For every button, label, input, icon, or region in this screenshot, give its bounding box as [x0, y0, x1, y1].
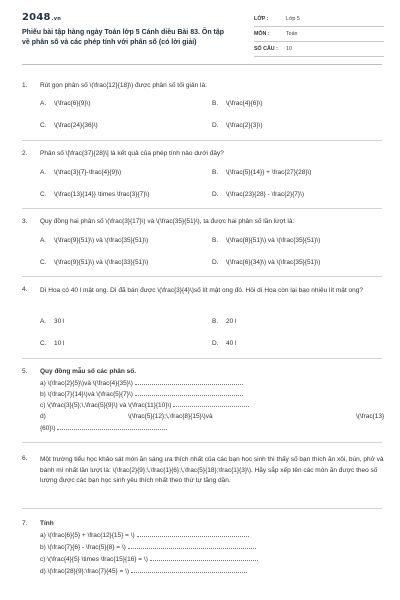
option-c[interactable]: C. \(\frac{9}{51}\) và \(\frac{33}{51}\) [40, 259, 149, 266]
sub-item-d-text: \(\frac{5}{12};\,\frac{8}{15}\)và [128, 413, 213, 420]
answer-blank[interactable] [173, 402, 249, 407]
question-number: 3. [22, 218, 28, 225]
option-b[interactable]: B. 20 l [212, 318, 237, 325]
meta-row-lop [254, 12, 384, 27]
sub-item-a: a) \(\frac{2}{5}\)và \(\frac{4}{35}\) [40, 380, 243, 387]
socau-value: 10 [286, 46, 292, 52]
answer-blank[interactable] [57, 425, 167, 430]
sub-item-c: c) \(\frac{3}{5};\,\frac{5}{9}\) và \(\frac{11}{10}\) [40, 402, 249, 409]
option-d[interactable]: D. \(\frac{23}{28} - \frac{2}{7}\) [212, 191, 305, 198]
mon-label: MÔN : [254, 31, 270, 37]
question-number: 2. [22, 150, 28, 157]
question-number: 7. [22, 520, 28, 527]
logo-suffix: .vn [51, 16, 61, 22]
option-a[interactable]: A. 30 l [40, 318, 65, 325]
question-divider [22, 442, 382, 443]
socau-label: SỐ CÂU : [254, 46, 278, 52]
question-1 [22, 82, 382, 129]
answer-blank[interactable] [137, 532, 249, 537]
sub-item-d-label: d) [40, 413, 46, 420]
question-number: 6. [22, 455, 28, 462]
question-text: Quy đồng mẫu số các phân số. [40, 368, 137, 375]
option-c[interactable]: C. \(\frac{24}{36}\) [40, 122, 98, 129]
question-4 [22, 286, 382, 347]
header-divider [22, 64, 382, 65]
question-text: Rút gọn phân số \(\frac{12}{18}\) được phân số tối giản là: [40, 82, 207, 89]
question-divider [22, 358, 382, 359]
answer-blank[interactable] [131, 568, 247, 573]
question-3 [22, 218, 382, 266]
question-7 [22, 520, 382, 530]
meta-row-socau [254, 42, 384, 57]
worksheet-title: Phiếu bài tập hàng ngày Toán lớp 5 Cánh diều Bài 83. Ôn tập về phân số và các phép tính với phân số (có lời giải) [22, 29, 225, 46]
sub-item-b: b) \(\frac{7}{6} - \frac{5}{8} = \) [40, 544, 256, 551]
option-b[interactable]: B. \(\frac{4}{6}\) [212, 100, 263, 107]
lop-value: Lớp 5 [286, 16, 300, 22]
option-b[interactable]: B. \(\frac{8}{51}\) và \(\frac{35}{51}\) [212, 237, 321, 244]
question-number: 1. [22, 82, 28, 89]
option-d[interactable]: D. \(\frac{6}{34}\) và \(\frac{35}{51}\) [212, 259, 321, 266]
question-number: 5. [22, 368, 28, 375]
mon-value: Toán [286, 31, 298, 37]
question-text: Dì Hoa có 40 l mật ong. Dì đã bán được \(\frac{3}{4}\)số lít mật ong đó. Hỏi dì Hoa còn lại bao nhiêu lít mật ong? [40, 287, 363, 294]
option-d[interactable]: D. \(\frac{2}{3}\) [212, 122, 263, 129]
question-2 [22, 150, 382, 198]
worksheet-header [0, 0, 400, 62]
option-a[interactable]: A. \(\frac{3}{7}-\frac{4}{9}\) [40, 169, 122, 176]
sub-item-b: b) \(\frac{7}{14}\)và \(\frac{5}{7}\) [40, 391, 243, 398]
site-logo[interactable] [22, 12, 61, 23]
question-text: Quy đồng hai phân số \(\frac{3}{17}\) và \(\frac{35}{51}\), ta được hai phân số lần lượt là: [40, 218, 295, 225]
option-c[interactable]: C. 10 l [40, 340, 65, 347]
answer-blank[interactable] [150, 556, 258, 561]
question-number: 4. [22, 286, 28, 293]
question-5 [22, 368, 382, 378]
sub-item-a: a) \(\frac{6}{5} + \frac{12}{15} = \) [40, 532, 249, 539]
question-text: Một trường tiểu học khảo sát món ăn sáng ưa thích nhất của các bạn học sinh thì thấy số bạn thích ăn xôi, bún, phở và bánh mì nhất lần lượt là: \(\frac{2}{9};\,\frac{1}{6};\,\frac{5}{18};\frac{1}{3}\). Hãy sắp xếp tên các món ăn được theo số lượng được các bạn học sinh yêu thích nhất theo thứ tự tăng dần. [40, 456, 384, 484]
option-a[interactable]: A. \(\frac{6}{9}\) [40, 100, 91, 107]
meta-row-mon [254, 27, 384, 42]
question-divider [22, 140, 382, 141]
lop-label: LỚP : [254, 16, 269, 22]
sub-item-d-right: \(\frac{13} [356, 413, 385, 420]
option-d[interactable]: D. 40 l [212, 340, 237, 347]
answer-blank[interactable] [128, 544, 256, 549]
question-divider [22, 208, 382, 209]
worksheet-meta [254, 12, 384, 57]
question-text: Phân số \[\frac{37}{28}\] là kết quả của phép tính nào dưới đây? [40, 150, 224, 157]
option-a[interactable]: A. \(\frac{9}{51}\) và \(\frac{35}{51}\) [40, 237, 149, 244]
option-b[interactable]: B. \(\frac{5}{14}} + \frac{27}{28}\) [212, 169, 312, 176]
question-divider [22, 276, 382, 277]
question-divider [22, 508, 382, 509]
sub-item-d-cont: {60}\) [40, 425, 167, 432]
question-text: Tính [40, 520, 54, 527]
answer-blank[interactable] [135, 380, 243, 385]
sub-item-d: d) \(\frac{28}{9}:\frac{7}{45} = \) [40, 568, 247, 575]
sub-item-c: c) \(\frac{4}{5} \times \frac{15}{16} = \) [40, 556, 258, 563]
answer-blank[interactable] [135, 391, 243, 396]
option-c[interactable]: C. \(\frac{13}{14}} \times \frac{3}{7}\) [40, 191, 150, 198]
question-6 [22, 455, 382, 497]
logo-main: 2048 [22, 12, 51, 23]
